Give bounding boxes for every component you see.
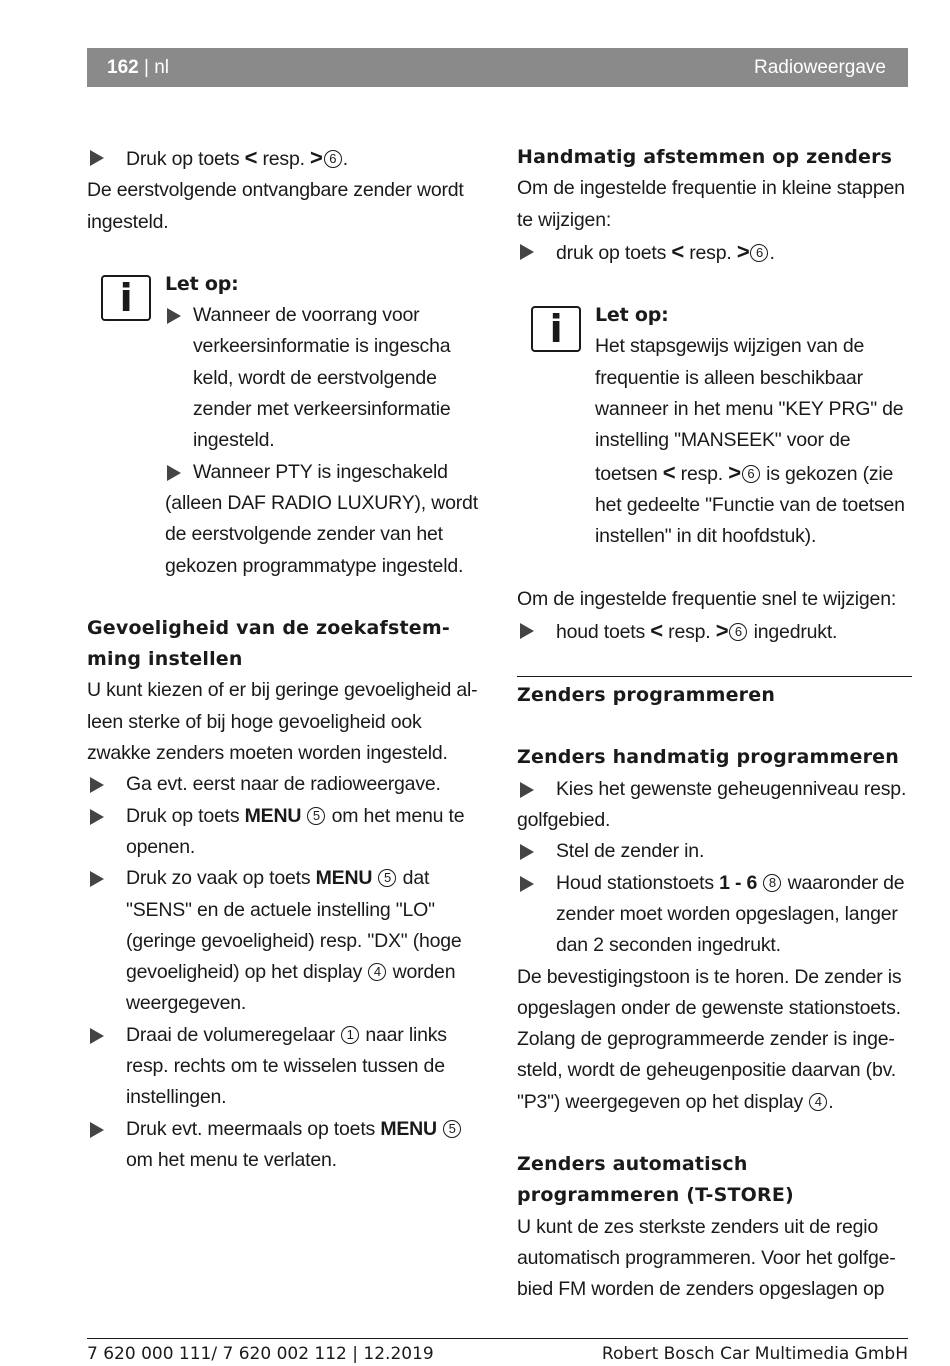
chevron-left-icon: < [650, 617, 663, 643]
text: resp. [684, 241, 737, 264]
text: resp. [662, 620, 716, 643]
step-item [87, 1020, 482, 1114]
paragraph-manual-tuning: Om de ingestelde frequentie in kleine stappen te wijzigen: [517, 177, 905, 231]
page-number-block [107, 57, 169, 79]
step-item [517, 236, 912, 269]
step-item: Stel de zender in. [517, 836, 912, 867]
circled-number: 1 [341, 1026, 359, 1044]
text: De bevestigingstoon is te horen. De zender is opgeslagen onder de gewenste stationstoets. Zolang de geprogrammeerde zender is ingesteld, wordt de geheugenpositie daarvan (bv. "P3") weergegeven op het display [517, 965, 902, 1113]
chevron-left-icon: < [244, 145, 258, 170]
note-box-left [87, 269, 482, 582]
step-item [87, 863, 482, 1019]
info-icon: i [101, 275, 151, 321]
step-item: Ga evt. eerst naar de radioweergave. [87, 769, 482, 800]
circled-number: 6 [742, 465, 760, 483]
step-item [87, 801, 482, 864]
note-item: Wanneer PTY is ingeschakeld (alleen DAF RADIO LUXURY), wordt de eerstvolgende zender van het gekozen programmatype ingesteld. [165, 457, 482, 582]
circled-number: 6 [324, 150, 342, 168]
key-label: MENU [380, 1117, 437, 1140]
text: Druk op toets [126, 804, 245, 827]
text: Druk evt. meermaals op toets [126, 1117, 381, 1140]
text: Druk op toets [126, 148, 245, 170]
chevron-right-icon: > [715, 617, 729, 643]
chevron-right-icon: > [310, 145, 323, 170]
circled-number: 5 [443, 1120, 461, 1138]
info-icon: i [531, 306, 581, 352]
step-item [517, 868, 912, 962]
language-code: nl [154, 56, 169, 78]
text: ingedrukt. [748, 620, 838, 643]
section-divider [517, 676, 912, 677]
text: resp. [675, 462, 729, 485]
circled-number: 6 [750, 244, 768, 262]
key-label: MENU [315, 867, 373, 890]
step-item [87, 1114, 482, 1177]
circled-number: 5 [307, 807, 325, 825]
chevron-left-icon: < [662, 459, 676, 485]
heading-auto-programming: Zenders automatisch programmeren (T-STORE) [517, 1153, 794, 1207]
text: . [342, 148, 348, 170]
text: waaronder de zender moet worden opgeslagen, langer dan 2 seconden ingedrukt. [556, 871, 905, 957]
step-item: Kies het gewenste geheugenniveau resp. golfgebied. [517, 774, 912, 837]
paragraph-confirmation [517, 962, 912, 1118]
text: druk op toets [556, 241, 672, 264]
text: Druk zo vaak op toets [126, 867, 316, 890]
step-item [517, 615, 912, 648]
circled-number: 4 [809, 1093, 827, 1111]
heading-manual-programming: Zenders handmatig programmeren [517, 746, 899, 769]
paragraph-auto-programming: U kunt de zes sterkste zenders uit de regio automatisch programmeren. Voor het golfgebied FM worden de zenders opgeslagen op [517, 1215, 896, 1301]
circled-number: 6 [729, 623, 747, 641]
note-item: Wanneer de voorrang voor verkeersinformatie is ingescha keld, wordt de eerstvolgende zender met verkeersinformatie ingesteld. [165, 300, 482, 456]
key-label: MENU [244, 804, 302, 827]
chevron-left-icon: < [671, 238, 685, 264]
footer-document-id: 7 620 000 111/ 7 620 002 112 | 12.2019 [87, 1344, 434, 1364]
text: is gekozen (zie het gedeelte "Functie van de toetsen instellen" in dit hoofdstuk). [595, 462, 905, 548]
heading-manual-tuning: Handmatig afstemmen op zenders [517, 146, 893, 168]
text: resp. [257, 148, 311, 170]
circled-number: 5 [378, 869, 396, 887]
heading-sensitivity: Gevoeligheid van de zoekafstemming instellen [87, 616, 450, 671]
page-number: 162 [107, 56, 139, 78]
chevron-right-icon: > [736, 238, 750, 264]
heading-programming: Zenders programmeren [517, 684, 776, 707]
text: . [769, 241, 775, 264]
text: . [828, 1090, 834, 1113]
text: Het stapsgewijs wijzigen van de frequentie is alleen beschikbaar wanneer in het menu "KEY PRG" de instelling "MANSEEK" voor de toetsen [595, 335, 904, 485]
text: om het menu te openen. [126, 804, 465, 858]
text: houd toets [556, 620, 651, 643]
paragraph-next-station: De eerstvolgende ontvangbare zender wordt ingesteld. [87, 179, 464, 233]
page-footer [87, 1338, 908, 1364]
text: Houd stationstoets [556, 871, 720, 894]
text: dat "SENS" en de actuele instelling "LO" (geringe gevoeligheid) resp. "DX" (hoge gevoeligheid) op het display [126, 867, 462, 984]
circled-number: 8 [763, 874, 781, 892]
footer-company: Robert Bosch Car Multimedia GmbH [601, 1344, 908, 1364]
step-press-key [87, 142, 482, 175]
text: worden weergegeven. [126, 961, 456, 1015]
note-title: Let op: [165, 272, 239, 295]
chevron-right-icon: > [728, 459, 741, 485]
right-column [517, 142, 912, 1306]
note-box-right [517, 300, 912, 552]
paragraph-sensitivity: U kunt kiezen of er bij geringe gevoeligheid alleen sterke of bij hoge gevoeligheid ook zwakke zenders moeten worden ingesteld. [87, 679, 478, 765]
note-title: Let op: [595, 304, 669, 327]
left-column [87, 142, 482, 1176]
paragraph-fast-tuning: Om de ingestelde frequentie snel te wijzigen: [517, 587, 897, 610]
note-text [595, 331, 912, 552]
text: naar links resp. rechts om te wisselen tussen de instellingen. [126, 1023, 447, 1109]
key-label: 1 - 6 [719, 871, 758, 894]
page-header [87, 48, 908, 87]
header-separator: | [138, 56, 155, 78]
text: Draai de volumeregelaar [126, 1023, 341, 1046]
section-title: Radioweergave [753, 56, 886, 78]
circled-number: 4 [368, 963, 386, 981]
text: om het menu te verlaten. [126, 1148, 337, 1171]
